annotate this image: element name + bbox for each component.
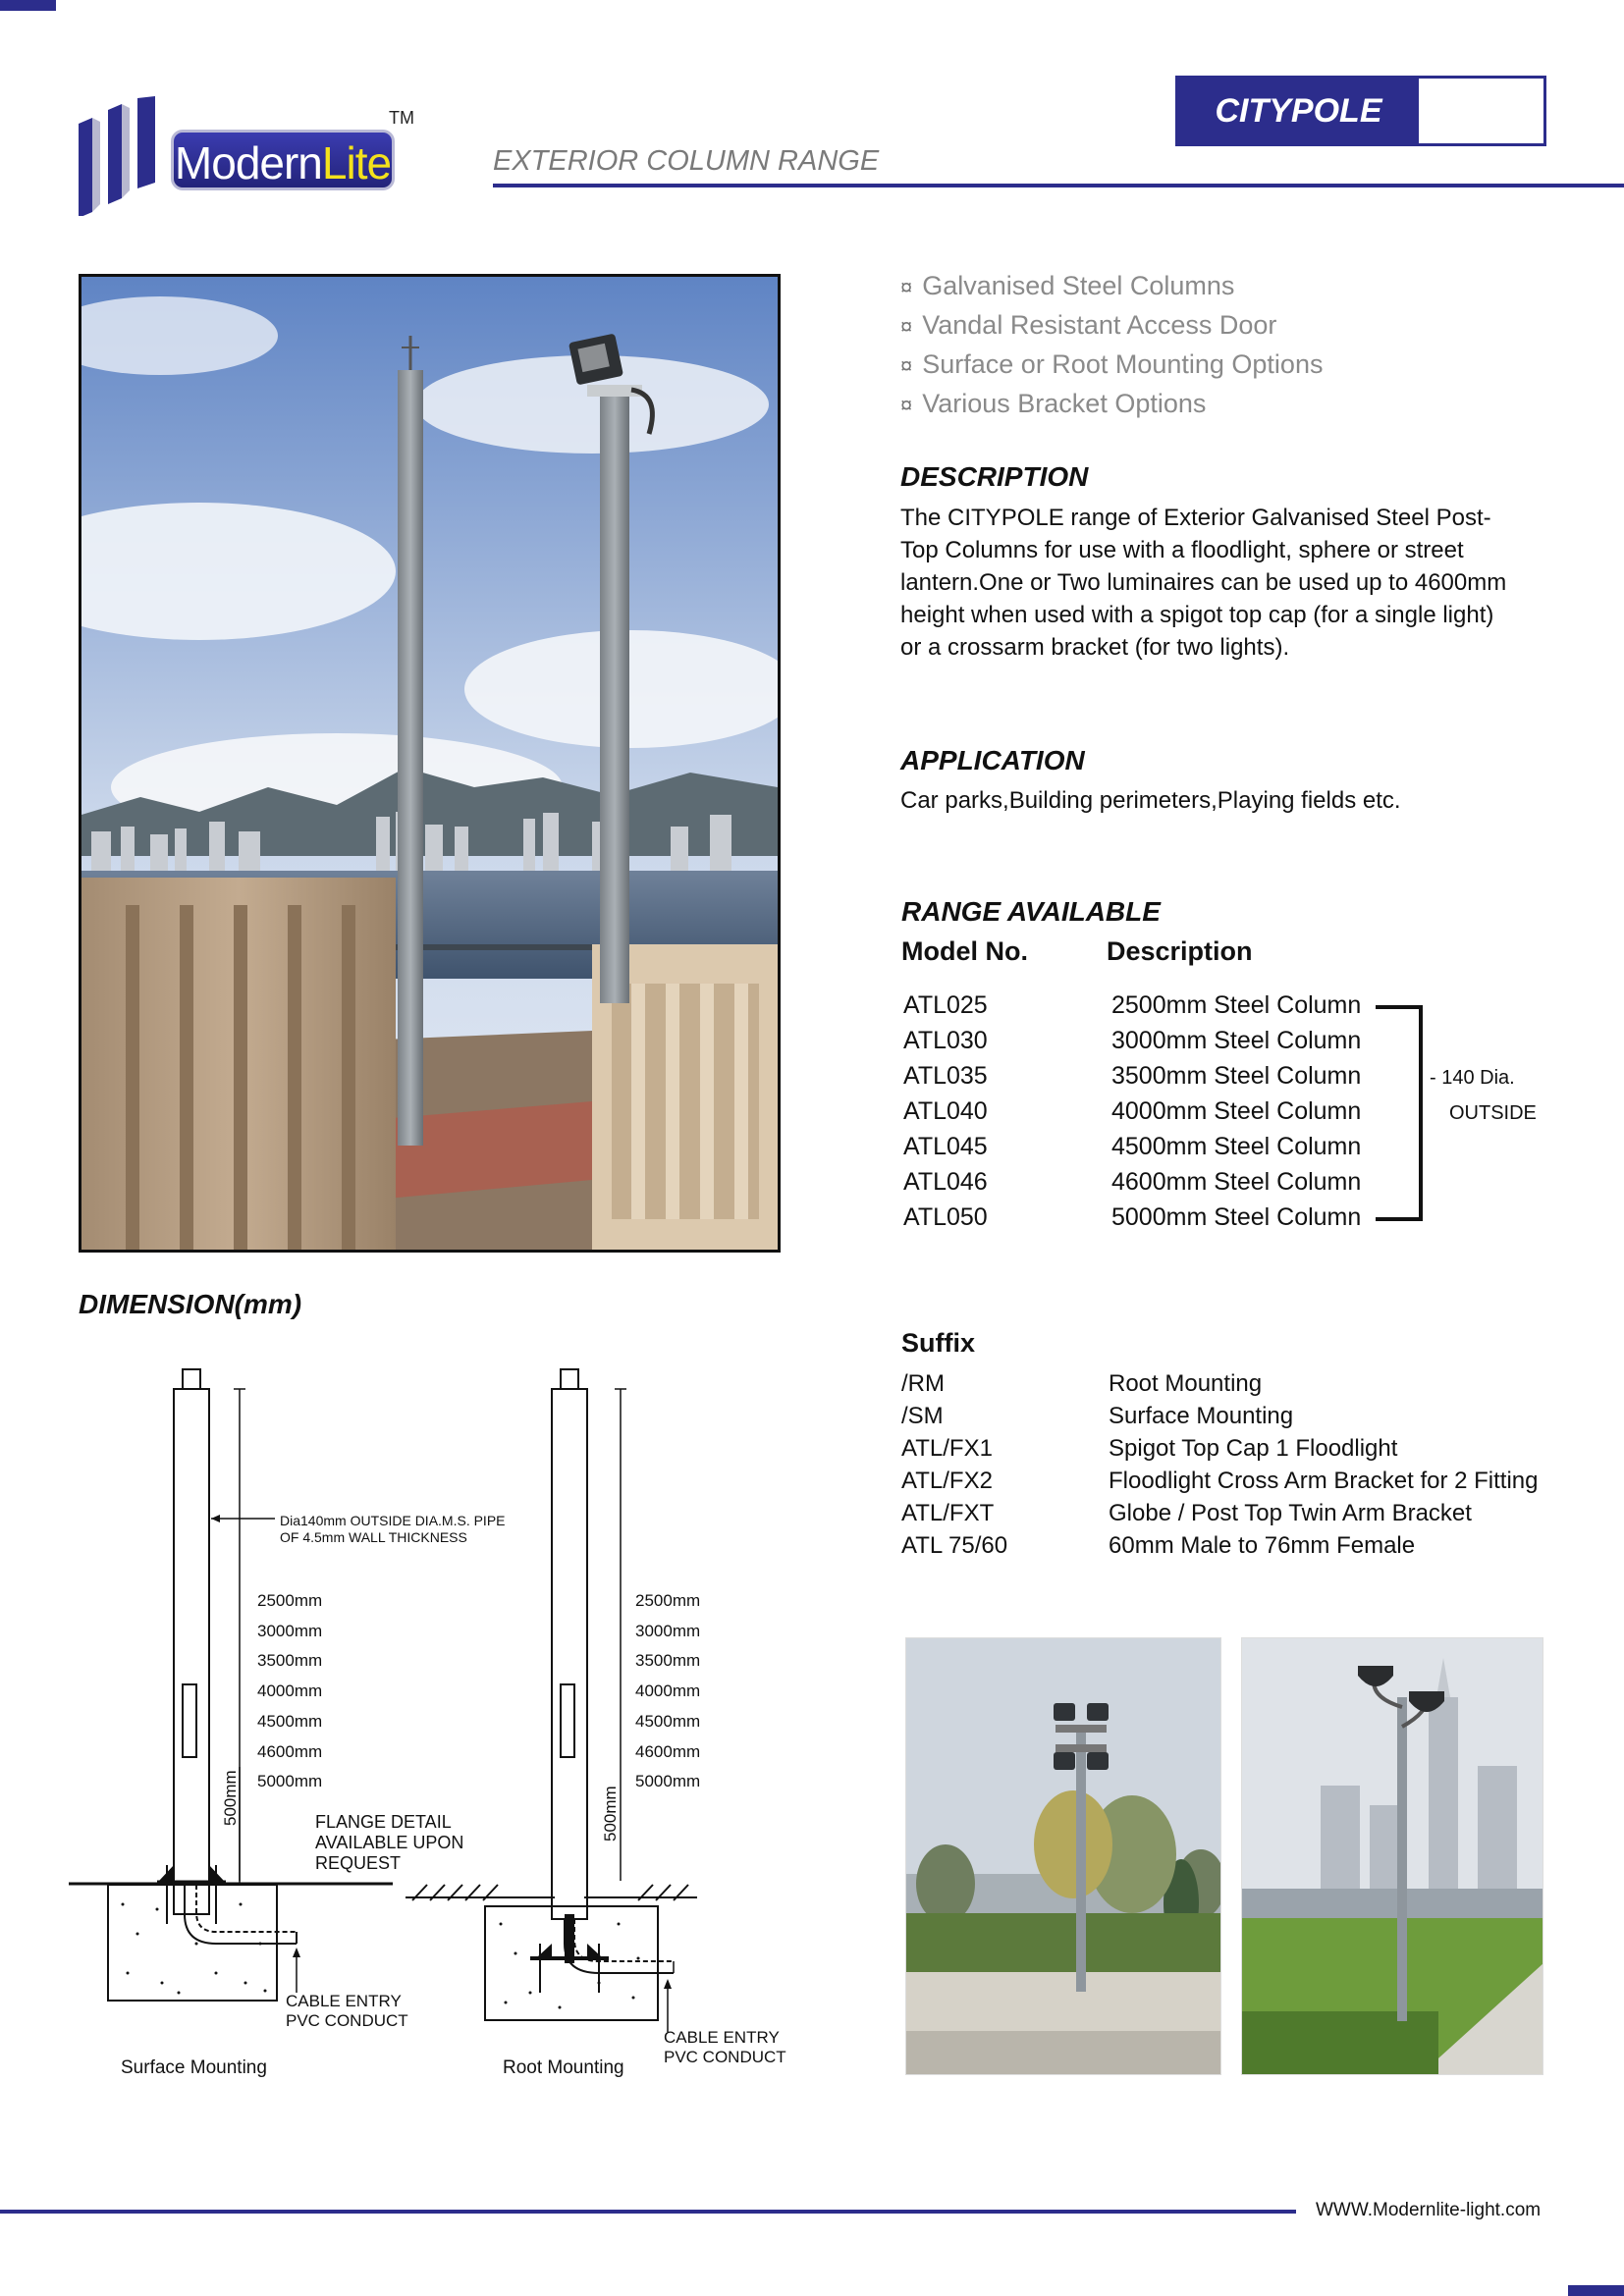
range-bracket (1376, 1005, 1423, 1221)
twin-arm-lantern-photo (1241, 1637, 1543, 2075)
application-heading: APPLICATION (900, 745, 1085, 775)
badge-label: CITYPOLE (1215, 92, 1382, 130)
table-row: /SM Surface Mounting (901, 1403, 1294, 1429)
table-row: /RM Root Mounting (901, 1370, 1263, 1397)
root-height-list: 2500mm 3000mm 3500mm 4000mm 4500mm 4600mm 5000mm (635, 1591, 701, 1791)
table-row: ATL040 4000mm Steel Column (903, 1097, 1362, 1125)
suffix-heading: Suffix (901, 1328, 976, 1358)
feature-item: ¤ Various Bracket Options (900, 389, 1207, 418)
table-row: ATL/FXT Globe / Post Top Twin Arm Bracket (901, 1500, 1472, 1526)
surface-mounting-caption: Surface Mounting (121, 2057, 267, 2078)
table-row: ATL050 5000mm Steel Column (903, 1203, 1362, 1231)
bullet-icon: ¤ (900, 353, 913, 378)
surface-mounting-diagram (69, 1369, 393, 2001)
table-row: ATL/FX2 Floodlight Cross Arm Bracket for 2 Fitting (901, 1468, 1539, 1494)
dimension-heading: DIMENSION(mm) (79, 1289, 302, 1319)
application-text: Car parks,Building perimeters,Playing fields etc. (900, 787, 1401, 814)
description-heading: DESCRIPTION (900, 461, 1089, 492)
outside-note: OUTSIDE (1449, 1102, 1537, 1124)
table-row: ATL 75/60 60mm Male to 76mm Female (901, 1532, 1416, 1559)
pipe-note: Dia140mm OUTSIDE DIA.M.S. PIPE OF 4.5mm WALL THICKNESS (280, 1513, 506, 1545)
feature-list (900, 267, 1323, 424)
feature-item: ¤ Vandal Resistant Access Door (900, 310, 1277, 340)
table-row: ATL046 4600mm Steel Column (903, 1168, 1362, 1196)
root-mounting-caption: Root Mounting (503, 2057, 624, 2078)
logo-word-modern: Modern (174, 137, 322, 188)
corner-accent-bottom (1568, 2285, 1624, 2296)
surface-depth-label: 500mm (221, 1770, 240, 1826)
root-depth-label: 500mm (601, 1786, 620, 1842)
surface-height-list: 2500mm 3000mm 3500mm 4000mm 4500mm 4600mm 5000mm (257, 1591, 323, 1791)
footer-divider (0, 2210, 1296, 2214)
dimension-drawing (69, 1355, 815, 2101)
description-text: The CITYPOLE range of Exterior Galvanised Steel Post- Top Columns for use with a floodlight, sphere or street lantern.One or Two luminaires can be used up to 4600mm height when used with a spigot top cap (for a single light) or a crossarm bracket (for two lights). (900, 505, 1507, 661)
table-row: ATL045 4500mm Steel Column (903, 1133, 1362, 1160)
trademark-symbol: TM (389, 108, 414, 128)
twin-floodlight-photo (905, 1637, 1221, 2075)
feature-item: ¤ Galvanised Steel Columns (900, 271, 1235, 300)
surface-cable-note: CABLE ENTRY PVC CONDUCT (286, 1992, 408, 2030)
diameter-note: - 140 Dia. (1430, 1067, 1515, 1089)
flange-note: FLANGE DETAIL AVAILABLE UPON REQUEST (315, 1812, 464, 1873)
table-row: ATL030 3000mm Steel Column (903, 1027, 1362, 1054)
bullet-icon: ¤ (900, 275, 913, 299)
table-row: ATL025 2500mm Steel Column (903, 991, 1362, 1019)
range-table (903, 988, 1361, 1235)
root-cable-note: CABLE ENTRY PVC CONDUCT (664, 2028, 786, 2066)
table-row: ATL035 3500mm Steel Column (903, 1062, 1362, 1090)
logo-bars-icon (77, 96, 175, 216)
logo-wordmark (171, 130, 395, 190)
modernlite-logo (77, 96, 420, 216)
feature-item: ¤ Surface or Root Mounting Options (900, 349, 1324, 379)
corner-accent-top (0, 0, 56, 11)
bullet-icon: ¤ (900, 393, 913, 417)
logo-word-lite: Lite (321, 137, 392, 188)
range-heading: RANGE AVAILABLE (901, 896, 1161, 927)
footer-website-link[interactable]: WWW.Modernlite-light.com (1316, 2200, 1542, 2220)
range-title: EXTERIOR COLUMN RANGE (493, 145, 880, 177)
table-row: ATL/FX1 Spigot Top Cap 1 Floodlight (901, 1435, 1398, 1462)
product-badge (1175, 76, 1546, 146)
suffix-table (901, 1367, 1538, 1562)
main-product-photo (79, 274, 781, 1253)
range-col-description: Description (1107, 936, 1253, 966)
bullet-icon: ¤ (900, 314, 913, 339)
range-col-model: Model No. (901, 936, 1028, 966)
header-divider (493, 184, 1624, 187)
